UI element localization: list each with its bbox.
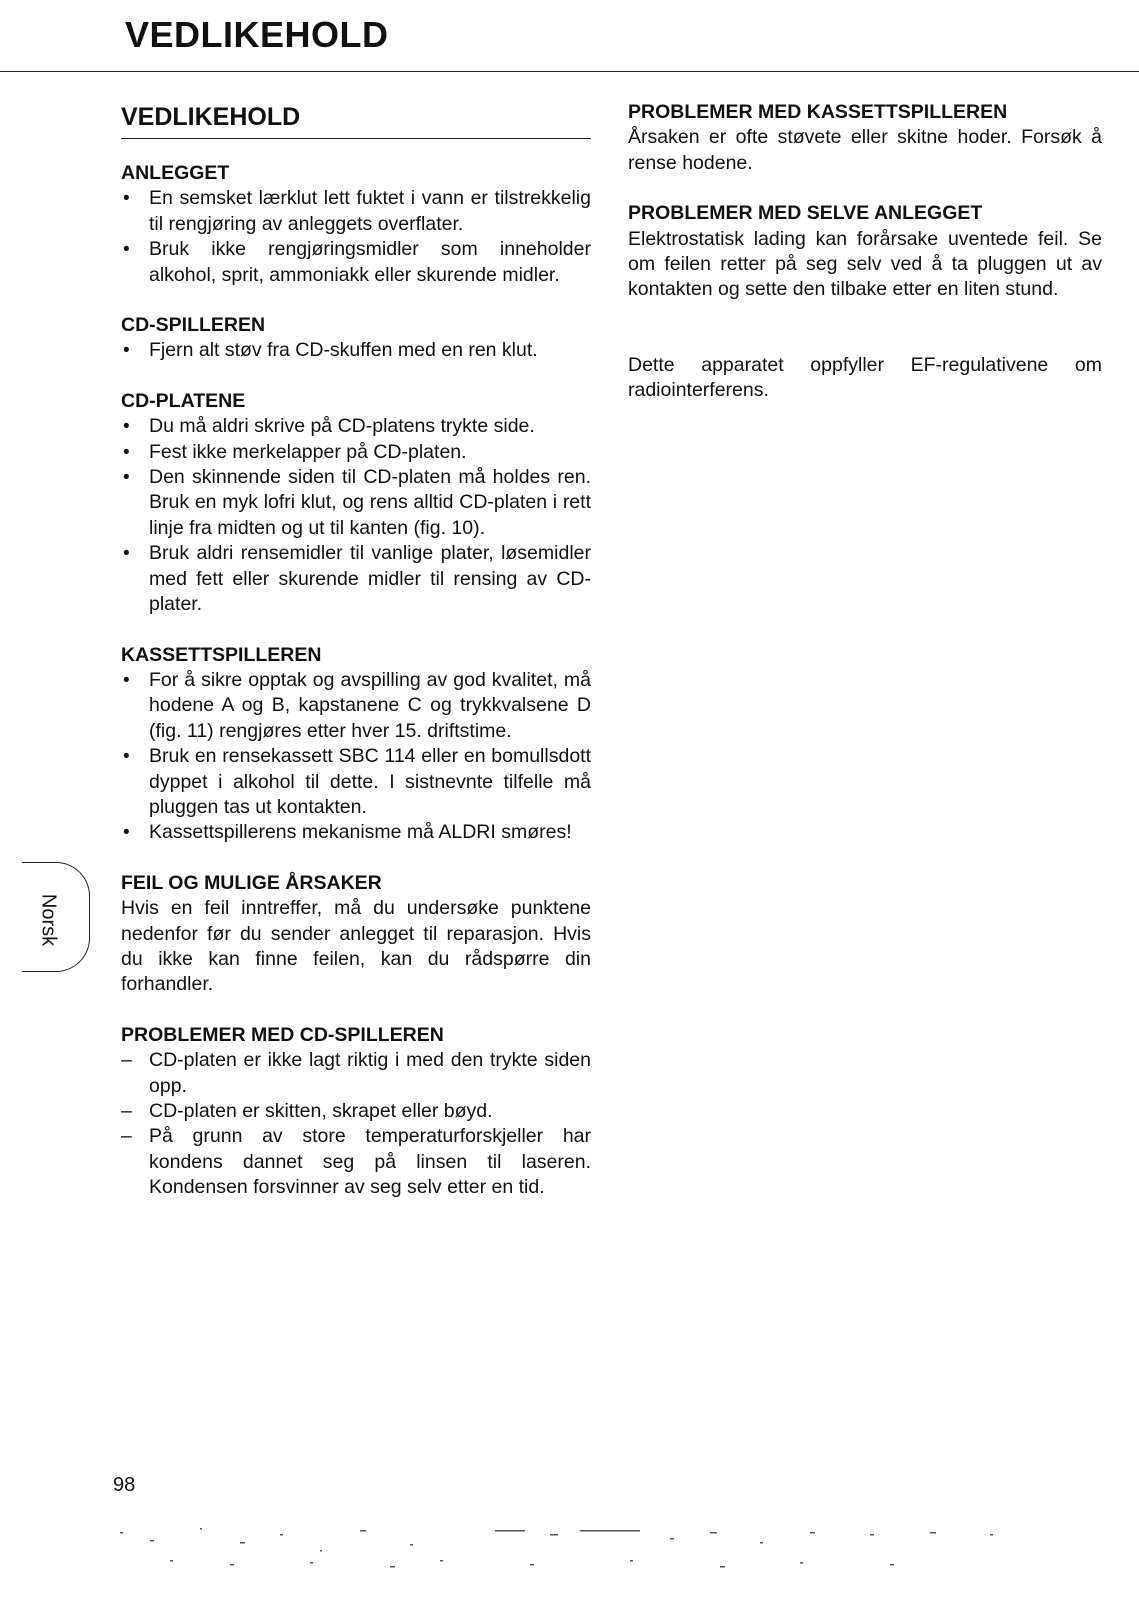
list-item: • For å sikre opptak og avspilling av god kvalitet, må hodene A og B, kapstanene C og trykkvalsene D (fig. 11) rengjøres etter hver 15. driftstime. <box>121 668 591 744</box>
right-column <box>628 100 1102 404</box>
feil-section <box>121 871 591 998</box>
list-item: • Bruk en rensekassett SBC 114 eller en bomullsdott dyppet i alkohol til dette. I sistnevnte tilfelle må pluggen tas ut kontakten. <box>121 744 591 820</box>
problemer-cd-section <box>121 1023 591 1201</box>
kassettspilleren-section <box>121 643 591 846</box>
scan-noise-decoration <box>110 1520 1050 1580</box>
kassettspilleren-heading: KASSETTSPILLEREN <box>121 643 322 666</box>
page-number: 98 <box>113 1474 136 1496</box>
problemer-cd-heading: PROBLEMER MED CD-SPILLEREN <box>121 1023 444 1046</box>
list-item: – CD-platen er ikke lagt riktig i med den trykte siden opp. <box>121 1048 591 1099</box>
list-item: – På grunn av store temperaturforskjeller har kondens dannet seg på linsen til laseren. Kondensen forsvinner av seg selv etter en tid. <box>121 1124 591 1200</box>
list-item: • Fjern alt støv fra CD-skuffen med en ren klut. <box>121 338 591 363</box>
problemer-anlegget-text: Elektrostatisk lading kan forårsake uventede feil. Se om feilen retter på seg selv ved å ta pluggen ut av kontakten og sette den tilbake etter en liten stund. <box>628 227 1102 301</box>
feil-text: Hvis en feil inntreffer, må du undersøke punktene nedenfor før du sender anlegget til reparasjon. Hvis du ikke kan finne feilen, kan du rådspørre din forhandler. <box>121 897 591 996</box>
cd-spilleren-heading: CD-SPILLEREN <box>121 314 266 337</box>
feil-heading: FEIL OG MULIGE ÅRSAKER <box>121 871 382 894</box>
ef-note-text: Dette apparatet oppfyller EF-regulativene om radiointerferens. <box>628 353 1102 402</box>
anlegget-list <box>121 186 591 288</box>
list-item: – CD-platen er skitten, skrapet eller bøyd. <box>121 1099 591 1124</box>
ef-note-section <box>628 353 1102 404</box>
problemer-anlegget-section <box>628 201 1102 303</box>
section-title: VEDLIKEHOLD <box>121 100 591 139</box>
problemer-anlegget-heading: PROBLEMER MED SELVE ANLEGGET <box>628 202 983 225</box>
list-item: • Bruk aldri rensemidler til vanlige plater, løsemidler med fett eller skurende midler til rensing av CD-plater. <box>121 541 591 617</box>
language-tab-label: Norsk <box>37 893 60 947</box>
problemer-kassett-section <box>628 100 1102 176</box>
problemer-cd-list <box>121 1048 591 1200</box>
cd-spilleren-list <box>121 338 591 363</box>
problemer-kassett-heading: PROBLEMER MED KASSETTSPILLEREN <box>628 101 1008 123</box>
list-item: • Fest ikke merkelapper på CD-platen. <box>121 440 591 465</box>
cd-platene-list <box>121 414 591 617</box>
cd-platene-section <box>121 389 591 618</box>
anlegget-heading: ANLEGGET <box>121 162 230 184</box>
list-item: • Den skinnende siden til CD-platen må holdes ren. Bruk en myk lofri klut, og rens alltid CD-platen i rett linje fra midten og ut til kanten (fig. 10). <box>121 465 591 541</box>
left-column <box>121 100 591 1201</box>
list-item: • Bruk ikke rengjøringsmidler som inneholder alkohol, sprit, ammoniakk eller skurende midler. <box>121 237 591 288</box>
cd-spilleren-section <box>121 313 591 364</box>
anlegget-section <box>121 161 591 288</box>
problemer-kassett-text: Årsaken er ofte støvete eller skitne hoder. Forsøk å rense hodene. <box>628 126 1102 174</box>
list-item: • Du må aldri skrive på CD-platens trykte side. <box>121 414 591 439</box>
header-rule <box>0 71 1139 72</box>
page-header-title: VEDLIKEHOLD <box>125 14 389 55</box>
kassettspilleren-list <box>121 668 591 846</box>
list-item: • En semsket lærklut lett fuktet i vann er tilstrekkelig til rengjøring av anleggets overflater. <box>121 186 591 237</box>
list-item: • Kassettspillerens mekanisme må ALDRI smøres! <box>121 820 591 845</box>
cd-platene-heading: CD-PLATENE <box>121 389 246 412</box>
